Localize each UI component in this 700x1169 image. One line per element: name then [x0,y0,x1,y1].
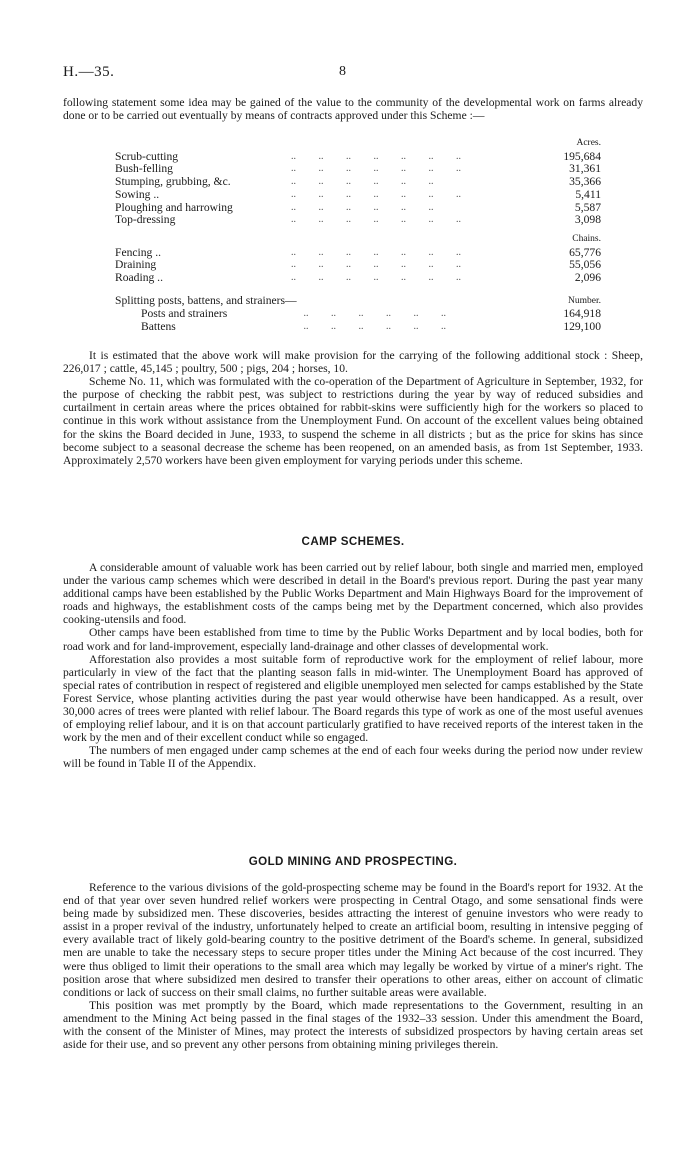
page-number: 8 [339,64,346,79]
table-row: Bush-felling .. .. .. .. .. .. .. 31,361 [115,162,601,176]
page-header [63,0,643,80]
leader-dots: .. .. .. .. .. .. [291,176,434,188]
paragraph: A considerable amount of valuable work has been carried out by relief labour, both single and married men, employed under the various camp schemes which were described in detail in the Board's previous report. During the past year many additional camps have been established by the Public Works Department and Main Highways Board for the improvement of roads and highways, the establishment costs of the camps being met by the Department concerned, which also provides cooking-utensils and food. [63,561,643,627]
table-row: Stumping, grubbing, &c. .. .. .. .. .. .. 35,366 [115,175,601,189]
stock-paragraph: It is estimated that the above work will make provision for the carrying of the following additional stock : Sheep, 226,017 ; cattle, 45,145 ; poultry, 500 ; pigs, 204 ; horses, 10. [63,349,643,376]
table-row: Top-dressing .. .. .. .. .. .. .. 3,098 [115,213,601,227]
intro-paragraph [63,96,643,122]
leader-dots: .. .. .. .. .. .. .. [291,188,461,200]
gold-mining-section [63,855,643,1051]
table-row: Roading .. .. .. .. .. .. .. .. 2,096 [115,271,601,285]
table-row [115,295,601,309]
table-row: Battens .. .. .. .. .. .. 129,100 [141,320,601,334]
leader-dots: .. .. .. .. .. .. [291,201,434,213]
splitting-label: Splitting posts, battens, and strainers— [115,294,297,308]
section-heading: GOLD MINING AND PROSPECTING. [248,855,458,868]
table-row: Draining .. .. .. .. .. .. .. 55,056 [115,258,601,272]
document-reference: H.—35. [63,64,115,80]
leader-dots: .. .. .. .. .. .. .. [291,214,461,226]
number-unit: Number. [568,295,601,306]
table-row: Sowing .. .. .. .. .. .. .. .. 5,411 [115,187,601,201]
leader-dots: .. .. .. .. .. .. .. [291,259,461,271]
leader-dots: .. .. .. .. .. .. .. [291,150,461,162]
leader-dots: .. .. .. .. .. .. .. [291,246,461,258]
leader-dots: .. .. .. .. .. .. .. [291,272,461,284]
chains-unit: Chains. [572,233,601,244]
scheme-paragraphs [63,349,643,467]
paragraph: Reference to the various divisions of the gold-prospecting scheme may be found in the Board's report for 1932. At the end of that year over seven hundred relief workers were prospecting in Central Otago, and some sensational finds were being made by subsidized men. These discoveries, besides attracting the interest of genuine investors who were ready to assist in a proper revival of the industry, unfortunately helped to create an artificial boom, resulting in intensive pegging of every available tract of likely gold-bearing country to the positive detriment of the Board's scheme. In general, subsidized men are unable to take the necessary steps to secure proper titles under the Mining Act because of the cost incurred. They were thus obliged to limit their operations to the small area which may legally be worked by virtue of a miner's right. The position arose that where subsidized men desired to transfer their operations to other areas, either on account of climatic conditions or lack of success on their small claims, no further suitable areas were available. [63,881,643,999]
acres-unit: Acres. [576,138,601,148]
table-row: Fencing .. .. .. .. .. .. .. .. 65,776 [115,245,601,259]
section-heading: CAMP SCHEMES. [301,535,405,548]
table-row: Ploughing and harrowing .. .. .. .. .. .. 5,587 [115,200,601,214]
leader-dots: .. .. .. .. .. .. [291,308,446,320]
camp-schemes-section [63,535,643,771]
scheme-11-paragraph: Scheme No. 11, which was formulated with the co-operation of the Department of Agriculture in September, 1932, for the purpose of checking the rabbit pest, was subject to restrictions during the year by way of reduced subsidies and curtailment in certain areas where the prices obtained for rabbit-skins were sufficiently high for the workers so placed to continue in this work without assistance from the Unemployment Fund. On account of the excellent values being obtained for the skins the Board decided in June, 1933, to suspend the scheme in all districts ; but as the price for skins has since become subject to a seasonal decrease the scheme has been reopened, on an amended basis, as from 1st September, 1933. Approximately 2,570 workers have been given employment for varying periods under this scheme. [63,375,643,467]
document-page [63,0,643,1052]
table-row: Posts and strainers .. .. .. .. .. .. 164,918 [141,307,601,321]
table-row: Scrub-cutting .. .. .. .. .. .. .. 195,684 [115,149,601,163]
paragraph: Afforestation also provides a most suitable form of reproductive work for the employment of relief labour, more particularly in view of the fact that the planting season falls in mid-winter. The Unemployment Board has approved of special rates of contribution in respect of registered and eligible unemployed men selected for camps established by the State Forest Service, whose planting activities during the past year would otherwise have been handicapped. As a result, over 30,000 acres of trees were planted with relief labour. The Board regards this type of work as one of the most useful avenues of employing relief labour, and it is on that account particularly gratified to have received reports of the interest taken in the work by the men and of their excellent conduct while so engaged. [63,652,643,745]
leader-dots: .. .. .. .. .. .. .. [291,163,461,175]
leader-dots: .. .. .. .. .. .. [291,321,446,333]
work-statistics-table [115,137,601,334]
intro-text: following statement some idea may be gained of the value to the community of the developmental work on farms already done or to be carried out eventually by means of contracts approved under this Scheme :— [63,96,643,123]
paragraph: Other camps have been established from time to time by the Public Works Department and by local bodies, both for road work and for land-improvement, especially land-drainage and other classes of developmental work. [63,626,643,653]
paragraph: This position was met promptly by the Board, which made representations to the Government, resulting in an amendment to the Mining Act being passed in the final stages of the 1932–33 session. Under this amendment the Board, with the consent of the Minister of Mines, may protect the interests of subsidized prospectors by having certain areas set aside for their use, and so prevent any other persons from obtaining mining privileges therein. [63,998,643,1052]
paragraph: The numbers of men engaged under camp schemes at the end of each four weeks during the period now under review will be found in Table II of the Appendix. [63,744,643,771]
